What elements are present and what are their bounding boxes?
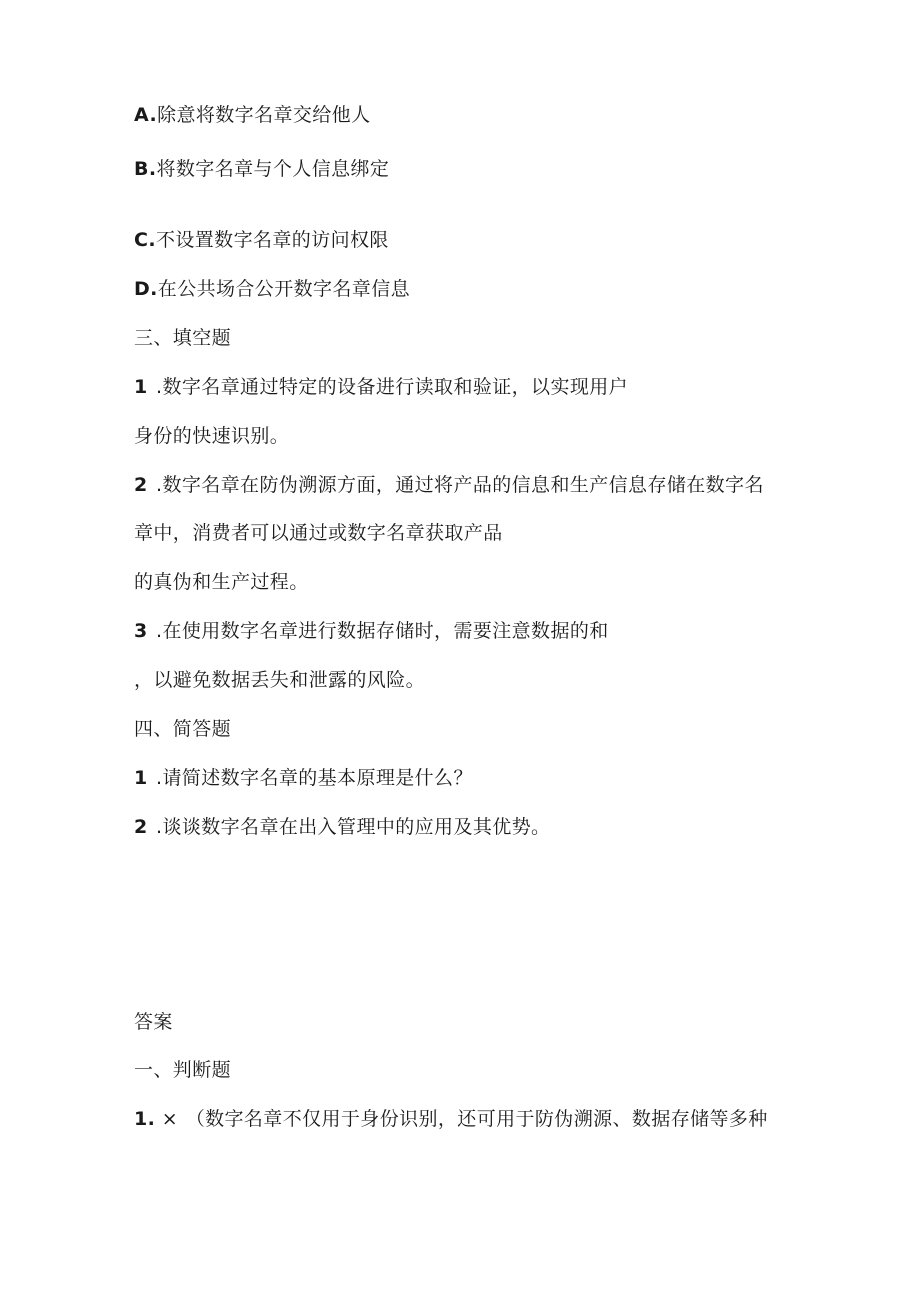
fill-item-3-line-1 xyxy=(134,619,609,643)
answer-item-1-number: 1. xyxy=(134,1108,156,1130)
fill-item-1-text-1: .数字名章通过特定的设备进行读取和验证，以实现用户 xyxy=(156,376,629,398)
option-a-text: 除意将数字名章交给他人 xyxy=(157,104,371,126)
fill-item-2-line-3: 的真伪和生产过程。 xyxy=(134,571,309,593)
option-d-text: 在公共场合公开数字名章信息 xyxy=(157,278,410,300)
short-answer-item-2 xyxy=(134,815,550,839)
short-answer-item-1-number: 1 xyxy=(134,767,148,789)
fill-item-1-number: 1 xyxy=(134,376,148,398)
answer-item-1 xyxy=(134,1107,768,1131)
option-d-letter: D. xyxy=(134,278,158,300)
option-c-letter: C. xyxy=(134,229,156,251)
fill-item-2-number: 2 xyxy=(134,474,148,496)
option-d xyxy=(134,277,410,301)
short-answer-item-2-number: 2 xyxy=(134,816,148,838)
fill-item-3-number: 3 xyxy=(134,620,148,642)
answer-item-1-text: （数字名章不仅用于身份识别，还可用于防伪溯源、数据存储等多种 xyxy=(185,1108,768,1130)
option-b-text: 将数字名章与个人信息绑定 xyxy=(156,158,390,180)
short-answer-item-1 xyxy=(134,766,473,790)
answers-heading: 答案 xyxy=(134,1011,173,1033)
fill-item-3-text-1: .在使用数字名章进行数据存储时，需要注意数据的和 xyxy=(156,620,609,642)
fill-item-1-line-1 xyxy=(134,375,628,399)
option-a-letter: A. xyxy=(134,104,158,126)
short-answer-item-2-text: .谈谈数字名章在出入管理中的应用及其优势。 xyxy=(156,816,551,838)
fill-item-1-line-2: 身份的快速识别。 xyxy=(134,425,290,447)
section3-heading: 三、填空题 xyxy=(134,327,232,349)
section4-heading: 四、简答题 xyxy=(134,718,232,740)
option-c-text: 不设置数字名章的访问权限 xyxy=(155,229,389,251)
option-c xyxy=(134,228,389,252)
fill-item-2-text-1: .数字名章在防伪溯源方面，通过将产品的信息和生产信息存储在数字名 xyxy=(156,474,764,496)
cross-mark-icon: × xyxy=(161,1108,179,1130)
option-b xyxy=(134,157,389,181)
option-a xyxy=(134,103,370,127)
short-answer-item-1-text: .请简述数字名章的基本原理是什么？ xyxy=(156,767,473,789)
fill-item-3-line-2: ，以避免数据丢失和泄露的风险。 xyxy=(134,669,426,691)
option-b-letter: B. xyxy=(134,158,157,180)
fill-item-2-line-1 xyxy=(134,473,764,497)
fill-item-2-line-2: 章中，消费者可以通过或数字名章获取产品 xyxy=(134,522,503,544)
answers-section1-heading: 一、判断题 xyxy=(134,1059,232,1081)
